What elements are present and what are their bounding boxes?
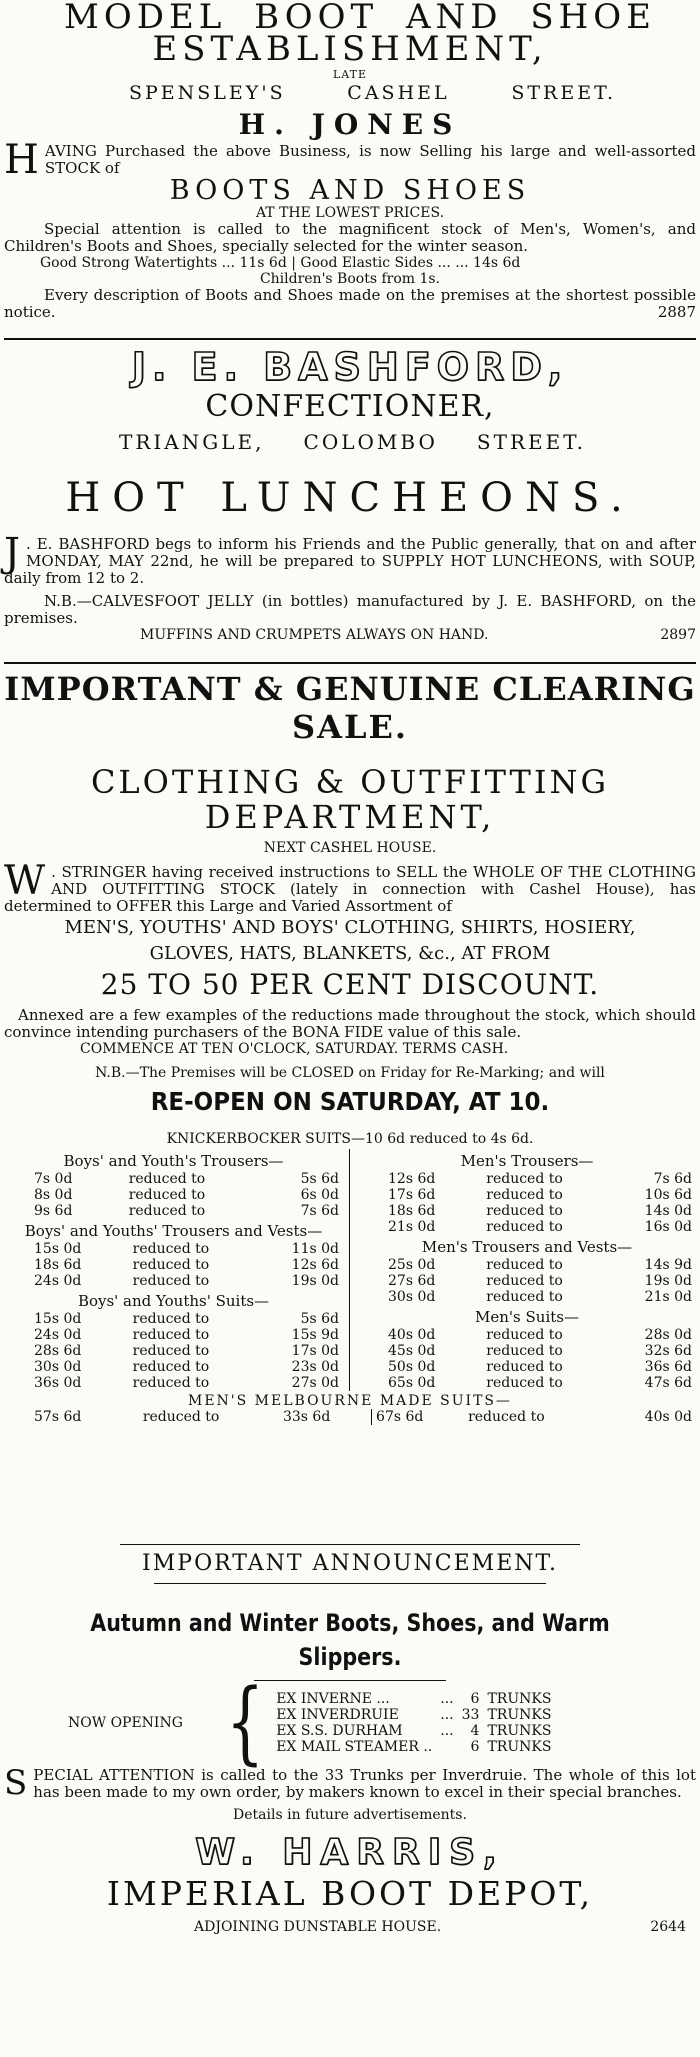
reduced-label: reduced to (132, 1343, 210, 1359)
ad4-now-opening: NOW OPENING (68, 1715, 183, 1731)
shipment-count: 33 (461, 1707, 480, 1723)
ad2-intro-drop: J (4, 530, 21, 576)
ad3-intro-drop: W (4, 858, 46, 904)
ad1-title-word: BOOT (254, 0, 379, 37)
shipment-count: 6 (470, 1691, 480, 1707)
was-price: 30s 0d (388, 1289, 436, 1305)
left-price-table (4, 1311, 343, 1391)
reduced-label: reduced to (486, 1257, 563, 1273)
table-row (4, 1241, 343, 1257)
left-group-title: Boys' and Youths' Suits— (77, 1292, 270, 1310)
was-price: 36s 0d (34, 1375, 82, 1391)
table-row (358, 1327, 696, 1343)
was-price: 27s 6d (388, 1273, 436, 1289)
shipment-unit: TRUNKS (487, 1723, 552, 1739)
ad1-offer-line: Good Strong Watertights ... 11s 6d | Good Elastic Sides ... ... 14s 6d (40, 255, 521, 271)
ad4-shipments (272, 1691, 555, 1755)
ad3-next: NEXT CASHEL HOUSE. (263, 840, 437, 856)
melbourne-reduced-2: reduced to (468, 1409, 545, 1425)
now-price: 17s 0d (291, 1343, 339, 1359)
shipment-unit: TRUNKS (487, 1707, 552, 1723)
ad1-address-2: STREET. (511, 82, 616, 104)
was-price: 15s 0d (34, 1241, 82, 1257)
divider-5 (254, 1680, 446, 1681)
ad1-late: LATE (332, 68, 367, 81)
table-row (4, 1273, 343, 1289)
was-price: 24s 0d (34, 1273, 82, 1289)
shipment-row (272, 1691, 555, 1707)
left-price-table (4, 1171, 343, 1219)
left-group-title: Boys' and Youths' Trousers and Vests— (24, 1222, 323, 1240)
table-row (4, 1171, 343, 1187)
was-price: 50s 0d (388, 1359, 436, 1375)
reduced-label: reduced to (486, 1187, 563, 1203)
reduced-label: reduced to (128, 1171, 206, 1187)
ad4-adjoining: ADJOINING DUNSTABLE HOUSE. (194, 1919, 442, 1935)
was-price: 18s 6d (388, 1203, 436, 1219)
ad1-title-word: AND (405, 0, 503, 37)
ad3-goods-1: MEN'S, YOUTHS' AND BOYS' CLOTHING, SHIRTS, HOSIERY, (64, 917, 636, 938)
now-price: 47s 6d (644, 1375, 692, 1391)
table-row (358, 1171, 696, 1187)
divider-1 (4, 338, 696, 340)
ad2-intro-text: . E. BASHFORD begs to inform his Friends and the Public generally, that on and after MONDAY, MAY 22nd, he will be prepared to SUPPLY HOT LUNCHEONS, with SOUP, daily from 12 to 2. (4, 535, 696, 587)
ad1-intro-drop: H (4, 137, 39, 183)
ad1-title-word: SHOE (530, 0, 656, 37)
ad1-address-0: SPENSLEY'S (129, 82, 286, 104)
ad3-nb: N.B.—The Premises will be CLOSED on Friday for Re-Marking; and will (95, 1065, 605, 1081)
now-price: 11s 0d (291, 1241, 339, 1257)
was-price: 24s 0d (34, 1327, 82, 1343)
ad-bashford (0, 344, 700, 662)
ad3-dept-2: DEPARTMENT, (204, 798, 496, 836)
ad4-special-text: PECIAL ATTENTION is called to the 33 Trunks per Inverdruie. The whole of this lot has been made to my own order, by makers known to excel in their special branches. (33, 1766, 696, 1801)
shipment-unit: TRUNKS (487, 1691, 552, 1707)
ad1-proprietor: H. JONES (238, 108, 462, 141)
ad2-name: J. E. BASHFORD, (131, 345, 569, 389)
now-price: 14s 0d (644, 1203, 692, 1219)
ad1-address-1: CASHEL (347, 82, 450, 104)
ad1-intro-text: AVING Purchased the above Business, is now Selling his large and well-assorted STOCK of (44, 142, 696, 177)
ad3-commence: COMMENCE AT TEN O'CLOCK, SATURDAY. TERMS CASH. (80, 1041, 509, 1057)
ad3-right-column (350, 1149, 696, 1391)
ad3-goods-2: GLOVES, HATS, BLANKETS, &c., AT FROM (149, 943, 551, 964)
ad1-special: Special attention is called to the magnificent stock of Men's, Women's, and Children's Boots and Shoes, specially selected for the winter season. (4, 220, 696, 255)
melbourne-was-1: 57s 6d (34, 1409, 82, 1425)
shipment-leader: ... (440, 1723, 454, 1739)
reduced-label: reduced to (486, 1327, 563, 1343)
table-row (358, 1257, 696, 1273)
melbourne-now-1: 33s 6d (279, 1409, 372, 1425)
ad3-reopen: RE-OPEN ON SATURDAY, AT 10. (150, 1087, 550, 1116)
ad3-title-1: IMPORTANT & GENUINE CLEARING (4, 670, 696, 708)
ad4-name: W. HARRIS, (195, 1832, 505, 1873)
now-price: 19s 0d (644, 1273, 692, 1289)
was-price: 15s 0d (34, 1311, 82, 1327)
reduced-label: reduced to (486, 1273, 563, 1289)
left-group-title: Boys' and Youth's Trousers— (63, 1152, 284, 1170)
ad3-knicker: KNICKERBOCKER SUITS—10 6d reduced to 4s 6d. (166, 1131, 534, 1147)
divider-4 (154, 1583, 546, 1584)
now-price: 7s 6d (653, 1171, 692, 1187)
shipment-leader: ... (440, 1707, 454, 1723)
now-price: 23s 0d (291, 1359, 339, 1375)
ad1-intro (4, 137, 696, 183)
shipment-row (272, 1739, 555, 1755)
ad4-headline-2: Slippers. (298, 1643, 402, 1671)
shipment-row (272, 1707, 555, 1723)
ad3-price-columns (4, 1149, 696, 1391)
reduced-label: reduced to (486, 1171, 563, 1187)
melbourne-reduced-1: reduced to (142, 1409, 220, 1425)
was-price: 28s 6d (34, 1343, 82, 1359)
shipment-leader: ... (440, 1691, 454, 1707)
ad1-headline: BOOTS AND SHOES (169, 175, 531, 206)
reduced-label: reduced to (486, 1219, 563, 1235)
table-row (4, 1375, 343, 1391)
ad2-ref: 2897 (660, 627, 696, 643)
right-group-title: Men's Suits— (475, 1308, 579, 1326)
now-price: 6s 0d (300, 1187, 339, 1203)
was-price: 9s 6d (34, 1203, 73, 1219)
ad1-prices-line: AT THE LOWEST PRICES. (255, 205, 445, 221)
now-price: 21s 0d (644, 1289, 692, 1305)
shipment-count: 4 (470, 1723, 480, 1739)
table-row (358, 1273, 696, 1289)
now-price: 5s 6d (300, 1171, 339, 1187)
ad3-melbourne-row (4, 1409, 696, 1425)
table-row (4, 1359, 343, 1375)
ad2-muffins: MUFFINS AND CRUMPETS ALWAYS ON HAND. (140, 627, 489, 643)
table-row (358, 1343, 696, 1359)
ad3-annexed: Annexed are a few examples of the reductions made throughout the stock, which should convince intending purchasers of the BONA FIDE value of this sale. (4, 1006, 696, 1041)
now-price: 28s 0d (644, 1327, 692, 1343)
reduced-label: reduced to (132, 1273, 210, 1289)
ad2-address-0: TRIANGLE, (119, 430, 265, 454)
ad4-depot: IMPERIAL BOOT DEPOT, (106, 1874, 594, 1913)
ad3-intro (4, 858, 696, 915)
shipment-row (272, 1723, 555, 1739)
shipment-vessel: EX S.S. DURHAM (276, 1723, 403, 1739)
table-row (4, 1187, 343, 1203)
reduced-label: reduced to (486, 1203, 563, 1219)
ad2-address-2: STREET. (476, 430, 586, 454)
table-row (4, 1203, 343, 1219)
ad4-shipments-block (4, 1670, 696, 1776)
ad1-address (4, 81, 696, 105)
ad4-special (4, 1763, 696, 1803)
ad2-nb: N.B.—CALVESFOOT JELLY (in bottles) manufactured by J. E. BASHFORD, on the premises. (4, 592, 696, 627)
ad1-ref: 2887 (657, 303, 696, 321)
was-price: 17s 6d (388, 1187, 436, 1203)
shipment-unit: TRUNKS (487, 1739, 552, 1755)
ad4-details: Details in future advertisements. (233, 1807, 467, 1823)
reduced-label: reduced to (128, 1187, 206, 1203)
table-row (4, 1311, 343, 1327)
ad3-intro-text: . STRINGER having received instructions to SELL the WHOLE OF THE CLOTHING AND OUTFITTING STOCK (lately in connection with Cashel House), has determined to OFFER this Large and Varied Assortment of (4, 863, 696, 915)
now-price: 12s 6d (291, 1257, 339, 1273)
ad-harris (0, 1549, 700, 2019)
now-price: 10s 6d (644, 1187, 692, 1203)
was-price: 8s 0d (34, 1187, 73, 1203)
melbourne-was-2: 67s 6d (376, 1409, 424, 1425)
ad1-title-2: ESTABLISHMENT, (152, 29, 548, 69)
ad4-special-drop: S (4, 1763, 28, 1803)
table-row (358, 1375, 696, 1391)
reduced-label: reduced to (132, 1257, 210, 1273)
reduced-label: reduced to (486, 1359, 563, 1375)
was-price: 30s 0d (34, 1359, 82, 1375)
reduced-label: reduced to (486, 1343, 563, 1359)
ad2-muffins-line (4, 627, 696, 643)
shipment-count: 6 (470, 1739, 480, 1755)
was-price: 45s 0d (388, 1343, 436, 1359)
ad4-ref: 2644 (650, 1919, 686, 1935)
now-price: 19s 0d (291, 1273, 339, 1289)
now-price: 32s 6d (644, 1343, 692, 1359)
shipment-vessel: EX MAIL STEAMER .. (276, 1739, 433, 1755)
ad2-headline: HOT LUNCHEONS. (65, 475, 635, 521)
table-row (358, 1187, 696, 1203)
now-price: 5s 6d (300, 1311, 339, 1327)
now-price: 14s 9d (644, 1257, 692, 1273)
divider-2 (4, 662, 696, 664)
ad3-title-2: SALE. (292, 708, 408, 746)
right-group-title: Men's Trousers— (460, 1152, 594, 1170)
table-row (4, 1327, 343, 1343)
right-price-table (358, 1257, 696, 1305)
table-row (358, 1219, 696, 1235)
brace-icon: { (226, 1670, 265, 1776)
was-price: 12s 6d (388, 1171, 436, 1187)
ad2-trade: CONFECTIONER, (205, 389, 495, 424)
ad-model-boot-shoe (0, 0, 700, 338)
was-price: 21s 0d (388, 1219, 436, 1235)
reduced-label: reduced to (132, 1327, 210, 1343)
right-price-table (358, 1327, 696, 1391)
now-price: 15s 9d (291, 1327, 339, 1343)
ad1-every-text: Every description of Boots and Shoes made on the premises at the shortest possible notice. (4, 286, 696, 321)
melbourne-now-2: 40s 0d (644, 1409, 692, 1425)
ad4-headline-1: Autumn and Winter Boots, Shoes, and Warm (90, 1609, 610, 1637)
ad-clearing-sale (0, 670, 700, 1544)
now-price: 27s 0d (291, 1375, 339, 1391)
table-row (4, 1257, 343, 1273)
was-price: 65s 0d (388, 1375, 436, 1391)
now-price: 7s 6d (300, 1203, 339, 1219)
was-price: 25s 0d (388, 1257, 436, 1273)
reduced-label: reduced to (132, 1241, 210, 1257)
reduced-label: reduced to (128, 1203, 206, 1219)
table-row (358, 1359, 696, 1375)
ad1-title-word: MODEL (64, 0, 227, 37)
divider-3 (120, 1544, 580, 1545)
left-price-table (4, 1241, 343, 1289)
ad4-adjoining-line (4, 1919, 696, 1935)
ad1-children: Children's Boots from 1s. (259, 271, 441, 287)
table-row (358, 1203, 696, 1219)
now-price: 16s 0d (644, 1219, 692, 1235)
shipment-leader (436, 1739, 457, 1755)
ad2-address-1: COLOMBO (303, 430, 438, 454)
reduced-label: reduced to (132, 1311, 210, 1327)
table-row (358, 1289, 696, 1305)
now-price: 36s 6d (644, 1359, 692, 1375)
ad2-address (4, 430, 696, 454)
right-price-table (358, 1171, 696, 1235)
shipment-vessel: EX INVERDRUIE (276, 1707, 399, 1723)
ad3-discount: 25 TO 50 PER CENT DISCOUNT. (100, 968, 600, 1001)
was-price: 18s 6d (34, 1257, 82, 1273)
was-price: 40s 0d (388, 1327, 436, 1343)
right-group-title: Men's Trousers and Vests— (421, 1238, 633, 1256)
reduced-label: reduced to (132, 1359, 210, 1375)
ad3-melbourne: MEN'S MELBOURNE MADE SUITS— (187, 1393, 513, 1409)
ad1-every (4, 287, 696, 321)
ad2-intro (4, 530, 696, 587)
shipment-vessel: EX INVERNE ... (276, 1691, 390, 1707)
was-price: 7s 0d (34, 1171, 73, 1187)
ad3-left-column (4, 1149, 350, 1391)
reduced-label: reduced to (486, 1375, 563, 1391)
table-row (4, 1343, 343, 1359)
ad4-announcement: IMPORTANT ANNOUNCEMENT. (142, 1551, 558, 1576)
ad3-dept-1: CLOTHING & OUTFITTING (90, 763, 610, 801)
reduced-label: reduced to (132, 1375, 210, 1391)
reduced-label: reduced to (486, 1289, 563, 1305)
